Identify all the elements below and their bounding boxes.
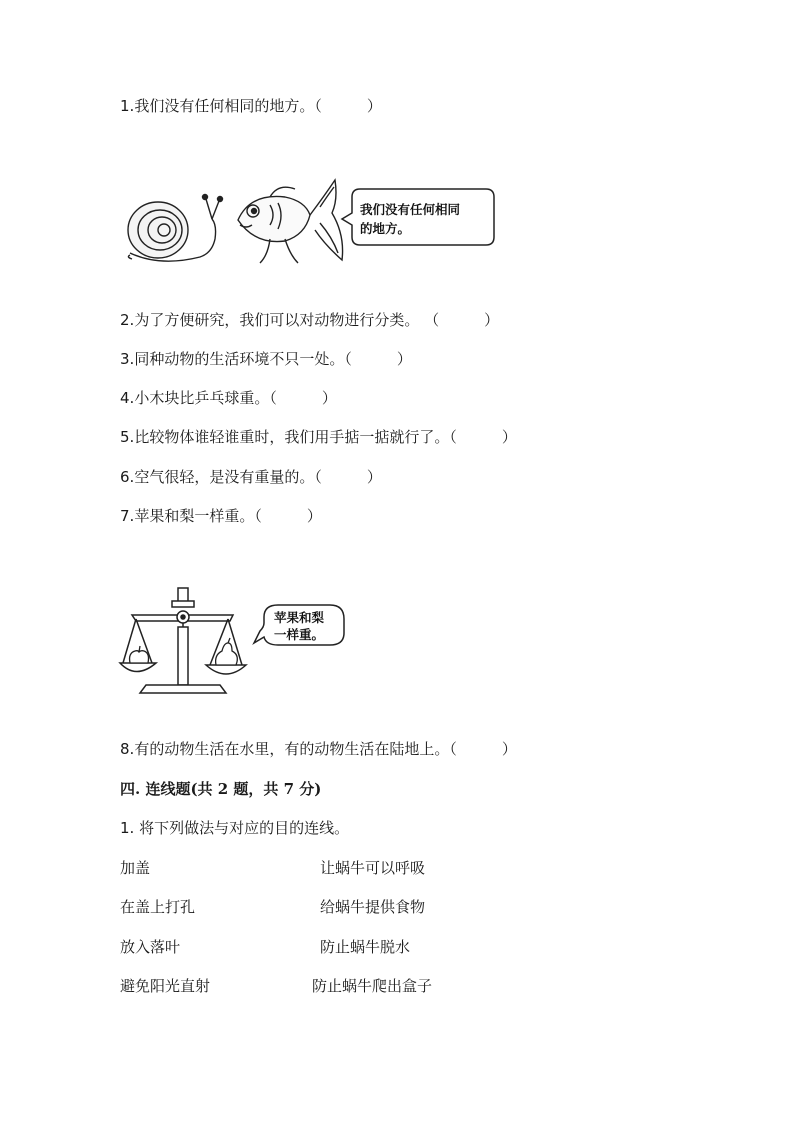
- question-number: 7.: [120, 507, 135, 525]
- match-left-item-3[interactable]: 放入落叶: [120, 938, 181, 956]
- question-3: [120, 349, 412, 369]
- question-6: [120, 467, 382, 487]
- question-8: [120, 739, 517, 759]
- question-2: [120, 310, 499, 330]
- question-number: 2.: [120, 311, 135, 329]
- question-text: 我们没有任何相同的地方。（ ）: [134, 97, 382, 115]
- question-text: 同种动物的生活环境不只一处。（ ）: [134, 350, 412, 368]
- match-left-item-1[interactable]: 加盖: [120, 859, 151, 877]
- bubble-text-line2: 一样重。: [274, 627, 325, 642]
- match-right-item-2[interactable]: 给蜗牛提供食物: [320, 898, 426, 916]
- bubble-text-line2: 的地方。: [360, 221, 411, 236]
- matching-question-1: 1. 将下列做法与对应的目的连线。: [120, 819, 350, 837]
- question-text: 苹果和梨一样重。（ ）: [134, 507, 322, 525]
- goldfish-icon: [238, 180, 343, 263]
- match-right-item-4[interactable]: 防止蜗牛爬出盒子: [312, 977, 433, 995]
- question-number: 1.: [120, 97, 135, 115]
- question-1: [120, 96, 382, 116]
- snail-icon: [128, 195, 223, 262]
- question-text: 空气很轻，是没有重量的。（ ）: [134, 468, 382, 486]
- bubble-text-line1: 苹果和梨: [274, 610, 325, 625]
- question-text: 比较物体谁轻谁重时，我们用手掂一掂就行了。（ ）: [134, 428, 517, 446]
- question-text: 为了方便研究，我们可以对动物进行分类。 （ ）: [134, 311, 500, 329]
- question-number: 5.: [120, 428, 135, 446]
- question-number: 8.: [120, 740, 135, 758]
- match-right-item-1[interactable]: 让蜗牛可以呼吸: [320, 859, 426, 877]
- match-right-item-3[interactable]: 防止蜗牛脱水: [320, 938, 411, 956]
- question-text: 小木块比乒乓球重。（ ）: [134, 389, 337, 407]
- speech-bubble: [342, 189, 494, 245]
- match-left-item-4[interactable]: 避免阳光直射: [120, 977, 211, 995]
- question-number: 3.: [120, 350, 135, 368]
- question-7: [120, 506, 322, 526]
- snail-fish-illustration: [120, 175, 510, 275]
- question-4: [120, 388, 337, 408]
- question-text: 有的动物生活在水里，有的动物生活在陆地上。（ ）: [134, 740, 517, 758]
- balance-scale-icon: [120, 588, 246, 693]
- question-5: [120, 427, 517, 447]
- question-number: 4.: [120, 389, 135, 407]
- balance-scale-illustration: [118, 585, 358, 700]
- question-number: 6.: [120, 468, 135, 486]
- apple-icon: [130, 646, 149, 663]
- bubble-text-line1: 我们没有任何相同: [360, 202, 461, 217]
- section-heading: 四. 连线题(共 2 题，共 7 分): [120, 780, 322, 798]
- match-left-item-2[interactable]: 在盖上打孔: [120, 898, 196, 916]
- speech-bubble: [254, 605, 344, 645]
